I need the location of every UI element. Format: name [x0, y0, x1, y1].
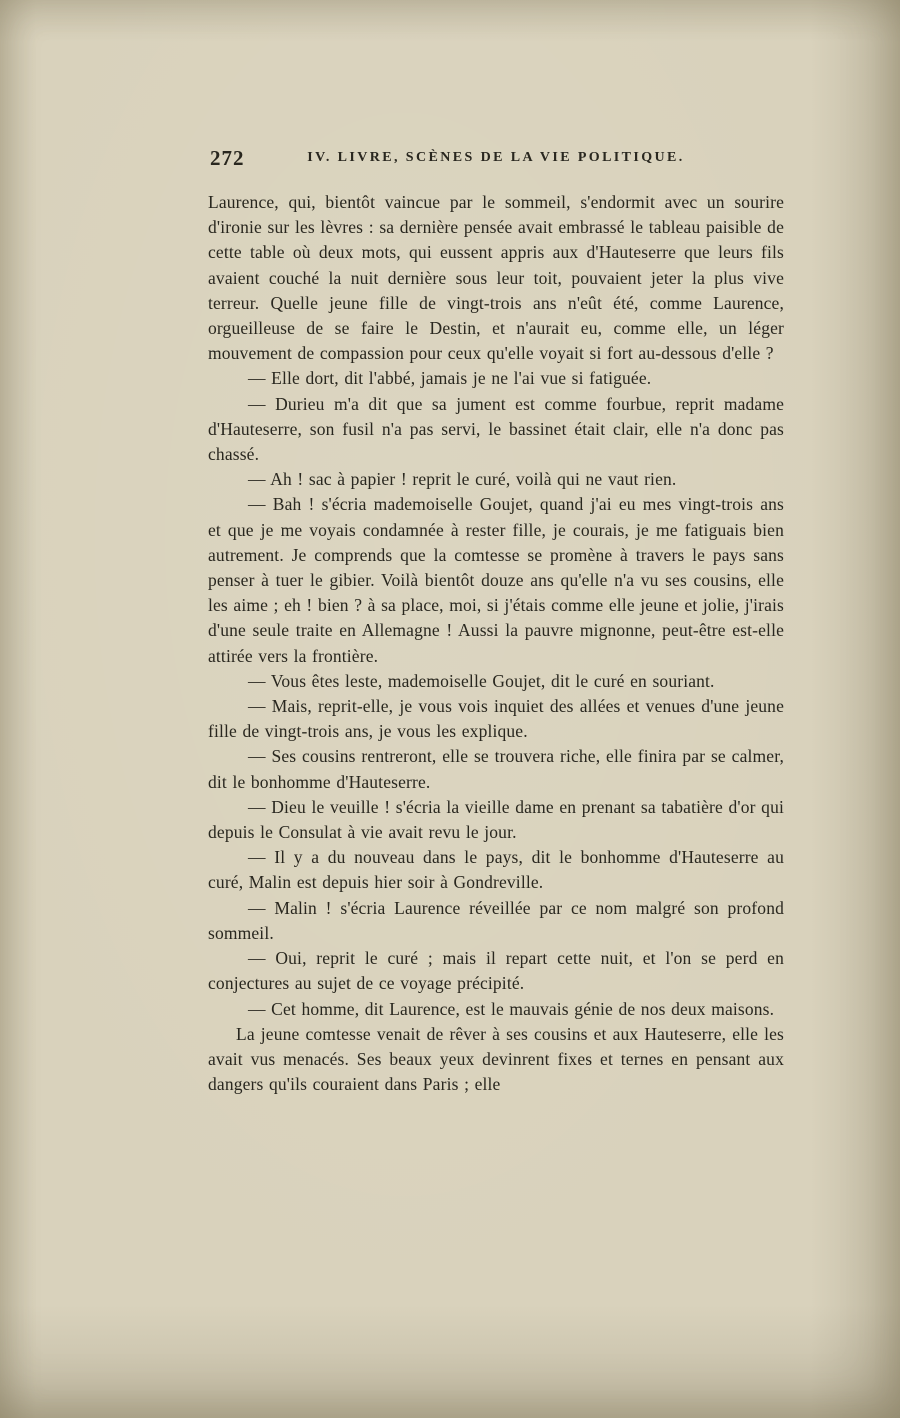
paragraph: — Cet homme, dit Laurence, est le mauvais génie de nos deux maisons. [248, 998, 775, 1019]
paragraph: — Ah ! sac à papier ! reprit le curé, voilà qui ne vaut rien. [248, 469, 677, 490]
paragraph: — Il y a du nouveau dans le pays, dit le bonhomme d'Hauteserre au curé, Malin est depuis hier soir à Gondreville. [208, 847, 784, 893]
paragraph: — Elle dort, dit l'abbé, jamais je ne l'ai vue si fatiguée. [248, 368, 652, 389]
paragraph: La jeune comtesse venait de rêver à ses cousins et aux Hauteserre, elle les avait vus menacés. Ses beaux yeux devinrent fixes et ternes en pensant aux dangers qu'ils couraient dans Paris ; elle [208, 1023, 784, 1095]
body-text [208, 190, 784, 1097]
paragraph: — Durieu m'a dit que sa jument est comme fourbue, reprit madame d'Hauteserre, son fusil n'a pas servi, le bassinet était clair, elle n'a donc pas chassé. [208, 393, 784, 465]
paragraph: — Bah ! s'écria mademoiselle Goujet, quand j'ai eu mes vingt-trois ans et que je me voyais condamnée à rester fille, je courais, je me fatiguais bien autrement. Je comprends que la comtesse se promène à travers le pays sans penser à tuer le gibier. Voilà bientôt douze ans qu'elle n'a vu ses cousins, elle les aime ; eh ! bien ? à sa place, moi, si j'étais comme elle jeune et jolie, j'irais d'une seule traite en Allemagne ! Aussi la pauvre mignonne, peut-être est-elle attirée vers la frontière. [208, 494, 784, 666]
running-title: IV. LIVRE, SCÈNES DE LA VIE POLITIQUE. [307, 150, 685, 165]
page-header [208, 146, 784, 176]
text-block [208, 146, 784, 1097]
paragraph: Laurence, qui, bientôt vaincue par le sommeil, s'endormit avec un sourire d'ironie sur les lèvres : sa dernière pensée avait embrassé le tableau paisible de cette table où deux mots, qui eussent appris aux d'Hauteserre que leurs fils avaient couché la nuit dernière sous leur toit, pouvaient jeter la plus vive terreur. Quelle jeune fille de vingt-trois ans n'eût été, comme Laurence, orgueilleuse de se faire le Destin, et n'aurait eu, comme elle, un léger mouvement de compassion pour ceux qu'elle voyait si fort au-dessous d'elle ? [208, 192, 784, 364]
paragraph: — Dieu le veuille ! s'écria la vieille dame en prenant sa tabatière d'or qui depuis le Consulat à vie avait revu le jour. [208, 796, 784, 843]
paragraph: — Ses cousins rentreront, elle se trouvera riche, elle finira par se calmer, dit le bonhomme d'Hauteserre. [208, 746, 784, 792]
paragraph: — Vous êtes leste, mademoiselle Goujet, dit le curé en souriant. [248, 670, 715, 691]
paragraph: — Mais, reprit-elle, je vous vois inquiet des allées et venues d'une jeune fille de vingt-trois ans, je vous les explique. [208, 696, 784, 742]
paragraph: — Oui, reprit le curé ; mais il repart cette nuit, et l'on se perd en conjectures au sujet de ce voyage précipité. [208, 948, 784, 994]
page-number: 272 [210, 146, 245, 170]
paragraph: — Malin ! s'écria Laurence réveillée par ce nom malgré son profond sommeil. [208, 897, 784, 943]
